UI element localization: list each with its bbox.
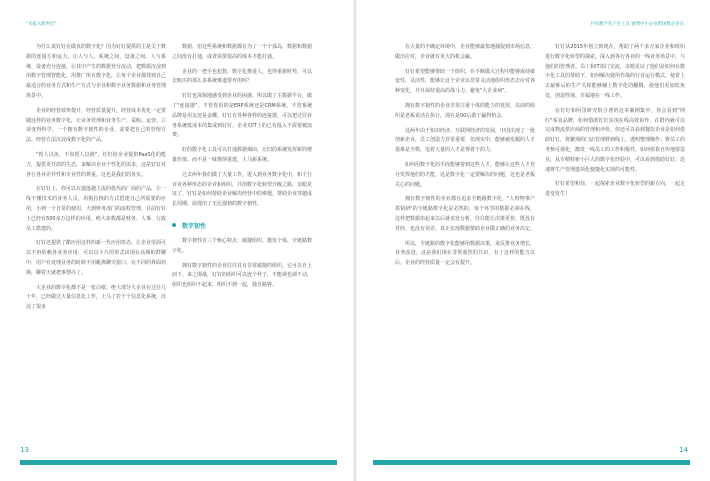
paragraph: 好的数字化工具可以打通数据烟囱，让旧的系统发挥新的增量价值，而不是一味推倒重建，上马新系统。 [172, 147, 313, 163]
paragraph: 所以，全链路的数字化能够用数据决策，来反推业务增长，业务改进，这是我们现在非常强烈的共识，有了这样的能力以后，企业的经营质量一定会有提升。 [395, 240, 536, 267]
paragraph: 钉钉也深刻地感受到企业的困惑，所以做了主数据平台，做了"连接器"，不管你用的是ERP系统还是CRM系统，不管系统品牌是用友还是金蝶，钉钉有各种各样的连接器，可以把过往业务系统低成本的集成到钉钉，企业对IT上的已有投入不需要被浪费。 [172, 93, 313, 139]
paragraph: 企业的一把手也犯愁，数字化推进人，也得重新时势，可以去购买的那么多系统难道要弃用吗？ [172, 68, 313, 85]
right-column-2 [545, 43, 685, 205]
paragraph: 企业的经营效率提升，经营质量提升，经营成本优化一定要随这样的业务数字化，让业务管理和业务生产、采购、运营、立项变得科学，一个拥有数字韧性的企业，需要把自己的管理方法、经营方法沉淀成数字化的产品。 [26, 107, 167, 144]
paragraph: 数据。但这些系统和数据都在为了一个个孤岛，数据和数据之间没有打通，或者需要很高的成本才能打通。 [172, 44, 313, 60]
left-column-1 [26, 43, 166, 318]
paragraph: 过去两年我们做了大量工作，进入到业务数字化中，和千行百业各种形态的企业和组织，共创数字化转型升级之路，亲眼见证了，钉钉是如何帮助企业解决经营中的难题，帮助企业穿越成长周期，展现出了无比强韧的数字韧性。 [172, 171, 313, 208]
paragraph: 数字韧性有三个核心特点：敏捷组织、激发个体、全链路数字化。 [172, 237, 313, 254]
section-heading-text: 数字韧性 [182, 222, 207, 230]
paragraph: 大企业的数字化都不是一张白纸，绝大部分大企业在过往几十年，已经做过大量信息化工作，上马了若干个信息化系统，沉淀了很多 [26, 284, 167, 311]
right-page [355, 0, 710, 481]
section-heading [172, 221, 312, 230]
paragraph: 在钉钉和阿里研究院合著的这本案例集中，你会看到"网红"零食品牌，如何借助钉钉实现在线高效协作，在群内就可以完成物流供应商的管理和评价，你还可以看到餐饮企业是如何借助钉钉，将繁琐的门店管理移到线上，透明整理操作；将员工的考核可视化，激发一线员工的工作积极性，如何依靠自传地射造业，从专精特新小巨人的数字化经验中，可以看到借助钉钉，迅速将生产管理遗项化便捷化实现的可能性。 [545, 107, 686, 173]
running-head-right: 共同数字化产生工具 链博中小企业跨国数企业在 [590, 22, 684, 27]
paragraph: 钉钉希望能够帮助一个组织，在不断做大过程中能够保持敏变性，灵活性，能够让这个企业以非常灵活地组织形态去应对各种变化，并且保持很高的战斗力，避免"大企业病"。 [395, 68, 536, 95]
paragraph: 钉钉从2015年创立到现在，帮助了两千多万家企业和组织进行数字化转型的探索，深入到各行各业的一线业务场景中，与他们的管理者、员工和IT部门交流，亲眼见证了他们是如何在数字化工具的帮助下，如何解决使用作战的行业运行模式，使着上去最难后的生产关和能够辅上数字化的翻腾，使他们更加枚角处，创造性地、幸福地在一线工作。 [545, 44, 686, 99]
bullet-dot-icon [172, 223, 176, 227]
paragraph: 如何用数字化的手段能够着到这些人才，能够让这些人才充分发挥他们的才能，这是数字化一定要解决的问题，这也是老板关心的问题。 [395, 161, 536, 188]
paragraph: "授人以鱼，不如授人以渔"，钉钉给企业提供PaaS化的能力，提供更开放的生态，来解决企业个性化的需求，这是钉钉对各行各业差异性和专业性的尊重，这也是我们的务实。 [26, 151, 167, 178]
running-head-left: "水乾入新世纪" [26, 22, 57, 27]
paragraph: 在钉钉上，你可以在遗落越主流的低代码厂商的产品，让一线不懂技术的业务人员，用拖拉拽的方式搭建自己所需要的应用，小到一个日常的使用，大到财务部门的流程管理，目前钉钉上已经有500多万这样的应用，绝大多数都是财务、人事、行政员工搭建的。 [26, 186, 167, 232]
paragraph: 拥有数字韧性的企业非常注重个体的能力的发挥，以前的组织是老板说话在执行，现在是00后敢于赢得机会。 [395, 102, 536, 119]
paragraph: 为什么说钉钉在做真的数字化？因为钉钉提供的主是关于数据的连接方和运力，让人与人、系统之间、设备之间、人与系统、设备充分连接，让其中产生的数据充分流动，把数据沉淀到用数字管理智能化，用推广所有数字化，让每个企业都找到自己最适合的业务方式和生产方式与企业和数字业务数据和业务管理场景中。 [26, 44, 167, 99]
paragraph: 钉钉希望和你，一起探索企业数字化转型的新方向，一起走进变发生！ [545, 181, 686, 198]
paragraph: 钉钉还提供了酷应用这样的新一代应用形态，让企业里面可以不再依赖各业务应用，可以以卡片的形式出现在高频的群聊中，用户在处理业务的时候不用跳离聊天窗口，在不同的界面切换，聊着天就把事情办了。 [26, 240, 167, 276]
paragraph: 这两年由于知识经济、互联网经济的发展，中国出现了一批创新企业，员工创造力非常重要，但现实中，能够被发掘的人才很难是少数，追着大量的人才是赛着干的力。 [395, 127, 536, 154]
paragraph: 拥有数字韧性的企业往往具有非常敏捷的组织，它可以自上而下、来之即战，钉钉的组织可以连个样子，不能调也调不动，组织也组织不起来，组织不到一起，独自路将。 [172, 262, 313, 289]
left-column-2 [172, 43, 312, 296]
page-number-right: 14 [679, 446, 688, 454]
paragraph: 在大量的不确定环境中，企业能够最快地捕捉到市场信息，做出应对，企业就有更大的机会赢。 [395, 44, 536, 60]
right-column-1 [395, 43, 535, 274]
page-number-left: 13 [20, 446, 29, 454]
footer-rule-left [20, 460, 337, 465]
footer-rule-right [373, 460, 690, 465]
paragraph: 拥有数字韧性的企业都在追求全链路数字化，"人财物事产供销研"的全链路数字化是必然的，每个环节的数据必须在线，这样把数据串起来以后就该发分析，往往能让决策更快，既没有对经、也没有误差，真正实现数据帮助企业做正确的业务决定。 [395, 196, 536, 232]
